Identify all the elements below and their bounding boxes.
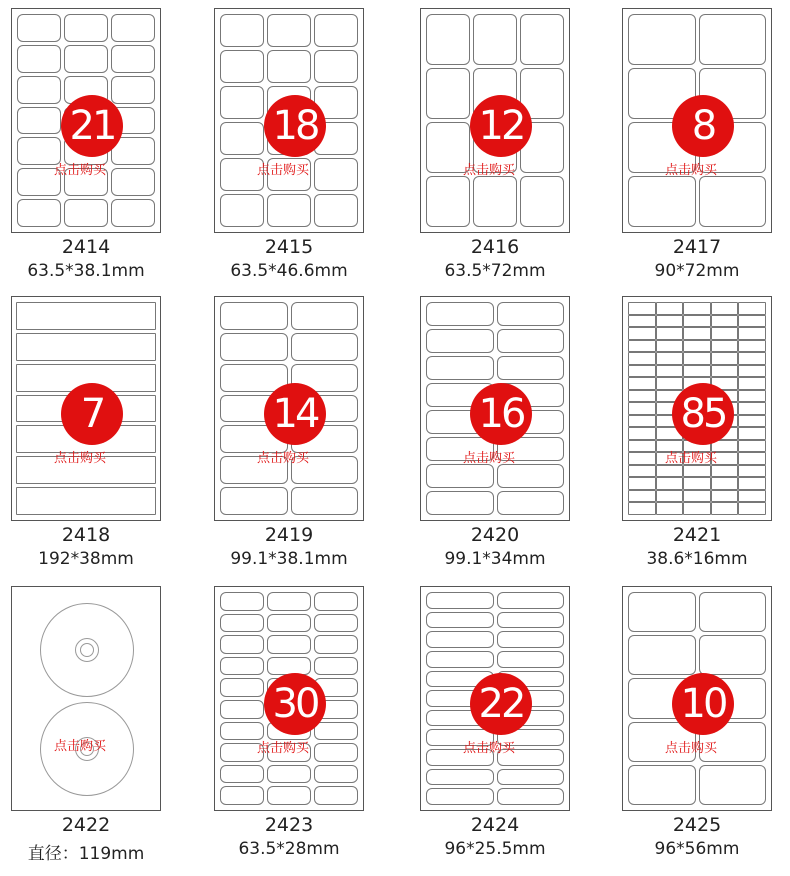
label-cell [426, 769, 494, 786]
label-cell [520, 14, 564, 65]
label-cell [699, 176, 767, 227]
label-cell [426, 631, 494, 648]
label-cell [314, 194, 358, 227]
label-cell [64, 45, 108, 73]
product-code: 2421 [672, 524, 722, 546]
label-cell [628, 477, 656, 490]
label-cell [426, 329, 494, 353]
label-cell [473, 14, 517, 65]
label-cell [683, 327, 711, 340]
label-cell [497, 491, 565, 515]
label-size: 96*25.5mm [444, 839, 546, 859]
label-cell [497, 769, 565, 786]
label-cell [628, 465, 656, 478]
label-count-badge[interactable]: 7 [61, 383, 123, 445]
product-code: 2414 [61, 236, 111, 258]
label-sheet-preview[interactable] [11, 8, 161, 233]
product-card-2416[interactable] [420, 8, 608, 298]
label-cell [628, 502, 656, 515]
product-card-2420[interactable] [420, 296, 608, 586]
label-cell [16, 487, 156, 515]
label-cell [220, 487, 288, 515]
buy-link[interactable]: 点击购买 [665, 451, 718, 466]
label-cell [738, 302, 766, 315]
label-cell [267, 614, 311, 633]
label-cell [628, 315, 656, 328]
product-card-2415[interactable] [214, 8, 402, 298]
label-cell [17, 45, 61, 73]
label-cell [628, 390, 656, 403]
label-cell [738, 502, 766, 515]
label-cell [497, 631, 565, 648]
label-cell [683, 477, 711, 490]
label-cell [314, 635, 358, 654]
label-size: 63.5*38.1mm [27, 261, 145, 281]
label-sheet-preview[interactable] [214, 586, 364, 811]
label-cell [426, 788, 494, 805]
buy-link[interactable]: 点击购买 [257, 741, 310, 756]
label-size: 38.6*16mm [646, 549, 748, 569]
label-count-badge[interactable]: 10 [672, 673, 734, 735]
product-code: 2418 [61, 524, 111, 546]
label-cell [267, 592, 311, 611]
label-cell [738, 327, 766, 340]
label-cell [497, 612, 565, 629]
label-size: 63.5*28mm [238, 839, 340, 859]
label-cell [16, 333, 156, 361]
label-count-badge[interactable]: 18 [264, 95, 326, 157]
label-cell [267, 786, 311, 805]
buy-link[interactable]: 点击购买 [463, 163, 516, 178]
label-cell [738, 452, 766, 465]
label-cell [656, 365, 684, 378]
label-cell [628, 176, 696, 227]
label-cell [738, 315, 766, 328]
product-code: 2420 [470, 524, 520, 546]
label-cell [497, 464, 565, 488]
label-cell [656, 502, 684, 515]
label-cell [17, 76, 61, 104]
label-sheet-preview[interactable] [622, 296, 772, 521]
label-cell [220, 194, 264, 227]
label-cell [628, 765, 696, 805]
label-cell [711, 477, 739, 490]
product-card-2423[interactable] [214, 586, 402, 876]
label-cell [220, 333, 288, 361]
label-cell [426, 592, 494, 609]
label-count-badge[interactable]: 21 [61, 95, 123, 157]
label-cell [314, 657, 358, 676]
label-cell [426, 464, 494, 488]
label-cell [426, 356, 494, 380]
label-cell [17, 14, 61, 42]
label-cell [220, 302, 288, 330]
label-cell [656, 377, 684, 390]
label-cell [628, 352, 656, 365]
label-cell [738, 415, 766, 428]
label-cell [683, 352, 711, 365]
label-cell [656, 340, 684, 353]
label-cell [656, 327, 684, 340]
label-size: 99.1*34mm [444, 549, 546, 569]
label-cell [314, 614, 358, 633]
label-cell [628, 440, 656, 453]
label-cell [426, 651, 494, 668]
label-cell [220, 678, 264, 697]
label-cell [711, 340, 739, 353]
label-cell [711, 490, 739, 503]
label-size: 99.1*38.1mm [230, 549, 348, 569]
label-cell [628, 327, 656, 340]
label-cell [683, 490, 711, 503]
label-cell [220, 765, 264, 784]
label-cell [267, 50, 311, 83]
label-cell [738, 352, 766, 365]
label-cell [711, 327, 739, 340]
label-cell [220, 635, 264, 654]
label-cell [17, 199, 61, 227]
label-cell [473, 176, 517, 227]
product-code: 2422 [61, 814, 111, 836]
label-sheet-preview[interactable] [11, 586, 161, 811]
label-cell [738, 427, 766, 440]
label-cell [656, 465, 684, 478]
label-sheet-preview[interactable] [11, 296, 161, 521]
label-count-badge[interactable]: 16 [470, 383, 532, 445]
label-cell [520, 176, 564, 227]
label-cell [738, 377, 766, 390]
product-code: 2425 [672, 814, 722, 836]
product-code: 2416 [470, 236, 520, 258]
label-cell [220, 122, 264, 155]
label-size: 63.5*46.6mm [230, 261, 348, 281]
label-cell [683, 365, 711, 378]
label-size: 192*38mm [38, 549, 134, 569]
label-cell [314, 765, 358, 784]
label-cell [426, 176, 470, 227]
label-cell [267, 194, 311, 227]
label-cell [656, 315, 684, 328]
product-code: 2417 [672, 236, 722, 258]
label-cell [738, 440, 766, 453]
label-cell [497, 302, 565, 326]
label-sheet-preview[interactable] [420, 586, 570, 811]
label-cell [111, 199, 155, 227]
label-cell [426, 612, 494, 629]
label-cell [683, 502, 711, 515]
buy-link[interactable]: 点击购买 [463, 451, 516, 466]
label-size: 90*72mm [654, 261, 740, 281]
product-card-2424[interactable] [420, 586, 608, 876]
label-cell [64, 14, 108, 42]
label-cell [628, 14, 696, 65]
label-cell [711, 352, 739, 365]
label-cell [426, 302, 494, 326]
label-count-badge[interactable]: 12 [470, 95, 532, 157]
label-count-badge[interactable]: 8 [672, 95, 734, 157]
label-cell [497, 592, 565, 609]
label-cell [628, 365, 656, 378]
label-cell [314, 722, 358, 741]
label-count-badge[interactable]: 30 [264, 673, 326, 735]
product-card-2422[interactable] [11, 586, 199, 876]
label-cell [267, 765, 311, 784]
label-cell [628, 427, 656, 440]
label-cell [17, 107, 61, 135]
product-code: 2424 [470, 814, 520, 836]
label-cell [111, 45, 155, 73]
label-cell [497, 651, 565, 668]
label-cell [314, 14, 358, 47]
label-cell [683, 315, 711, 328]
buy-link[interactable]: 点击购买 [665, 163, 718, 178]
label-cell [16, 302, 156, 330]
label-cell [220, 614, 264, 633]
buy-link[interactable]: 点击购买 [54, 451, 107, 466]
label-cell [111, 76, 155, 104]
label-count-badge[interactable]: 22 [470, 673, 532, 735]
label-sheet-preview[interactable] [622, 8, 772, 233]
label-cell [267, 14, 311, 47]
label-cell [220, 700, 264, 719]
label-cell [738, 365, 766, 378]
label-cell [628, 340, 656, 353]
label-cell [711, 465, 739, 478]
product-card-2419[interactable] [214, 296, 402, 586]
label-sheet-preview[interactable] [622, 586, 772, 811]
label-cell [314, 158, 358, 191]
product-card-2418[interactable] [11, 296, 199, 586]
label-cell [111, 168, 155, 196]
label-cell [628, 635, 696, 675]
label-cell [314, 786, 358, 805]
label-size: 96*56mm [654, 839, 740, 859]
label-cell [738, 340, 766, 353]
label-cell [314, 50, 358, 83]
label-cell [497, 788, 565, 805]
label-cell [64, 199, 108, 227]
label-cell [291, 333, 359, 361]
label-cell [738, 390, 766, 403]
buy-link[interactable]: 点击购买 [54, 163, 107, 178]
label-cell [699, 592, 767, 632]
label-cell [683, 465, 711, 478]
label-cell [267, 635, 311, 654]
label-cell [711, 302, 739, 315]
label-cell [628, 490, 656, 503]
buy-link[interactable]: 点击购买 [54, 739, 107, 754]
label-cell [497, 329, 565, 353]
product-card-2425[interactable] [622, 586, 790, 876]
label-cell [220, 786, 264, 805]
label-cell [426, 68, 470, 119]
label-cell [738, 490, 766, 503]
label-cell [291, 487, 359, 515]
label-cell [711, 502, 739, 515]
disc-hole [80, 643, 94, 657]
label-cell [738, 465, 766, 478]
label-cell [699, 635, 767, 675]
label-cell [683, 340, 711, 353]
product-code: 2415 [264, 236, 314, 258]
label-cell [111, 14, 155, 42]
label-sheet-preview[interactable] [420, 8, 570, 233]
label-cell [497, 356, 565, 380]
label-cell [628, 452, 656, 465]
label-cell [314, 592, 358, 611]
label-cell [656, 302, 684, 315]
product-code: 2419 [264, 524, 314, 546]
label-cell [699, 765, 767, 805]
product-card-2417[interactable] [622, 8, 790, 298]
label-cell [656, 477, 684, 490]
label-cell [291, 302, 359, 330]
label-cell [314, 743, 358, 762]
label-cell [683, 302, 711, 315]
buy-link[interactable]: 点击购买 [463, 741, 516, 756]
label-cell [628, 592, 696, 632]
buy-link[interactable]: 点击购买 [665, 741, 718, 756]
label-cell [220, 86, 264, 119]
label-cell [711, 315, 739, 328]
label-cell [220, 14, 264, 47]
product-code: 2423 [264, 814, 314, 836]
label-sheet-preview[interactable] [420, 296, 570, 521]
label-cell [656, 352, 684, 365]
label-cell [628, 302, 656, 315]
product-card-2414[interactable] [11, 8, 199, 298]
product-card-2421[interactable] [622, 296, 790, 586]
label-cell [426, 491, 494, 515]
buy-link[interactable]: 点击购买 [257, 451, 310, 466]
label-cell [426, 14, 470, 65]
label-cell [220, 592, 264, 611]
label-count-badge[interactable]: 85 [672, 383, 734, 445]
label-cell [220, 50, 264, 83]
buy-link[interactable]: 点击购买 [257, 163, 310, 178]
label-sheet-preview[interactable] [214, 8, 364, 233]
label-cell [656, 490, 684, 503]
label-size: 直径：119mm [27, 844, 145, 864]
label-cell [220, 657, 264, 676]
label-cell [628, 377, 656, 390]
label-cell [738, 477, 766, 490]
label-cell [628, 415, 656, 428]
label-cell [738, 402, 766, 415]
label-count-badge[interactable]: 14 [264, 383, 326, 445]
label-cell [699, 14, 767, 65]
label-sheet-preview[interactable] [214, 296, 364, 521]
label-cell [628, 402, 656, 415]
label-cell [711, 365, 739, 378]
label-size: 63.5*72mm [444, 261, 546, 281]
